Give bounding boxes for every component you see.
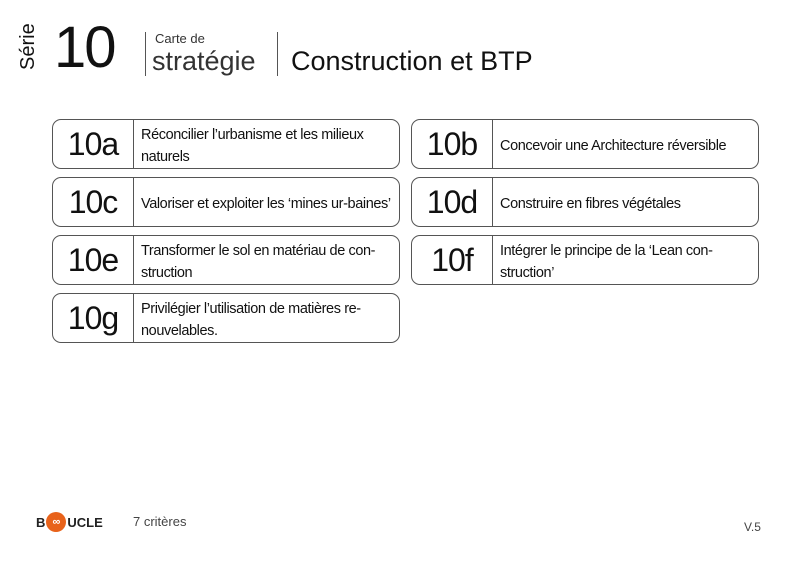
- logo-text-right: UCLE: [67, 514, 103, 530]
- card-10g: [52, 293, 400, 343]
- card-label: Construire en fibres végétales: [500, 195, 681, 212]
- logo-text-left: B: [36, 514, 46, 530]
- card-code: 10c: [53, 178, 134, 226]
- card-code: 10b: [412, 120, 493, 168]
- card-code: 10d: [412, 178, 493, 226]
- card-label: Intégrer le principe de la ‘Lean con-struction’: [500, 242, 713, 281]
- separator: [277, 32, 278, 76]
- card-code: 10g: [53, 294, 134, 342]
- card-label: Réconcilier l’urbanisme et les milieux naturels: [141, 126, 364, 165]
- card-10a: [52, 119, 400, 169]
- card-10f: [411, 235, 759, 285]
- infinity-icon: ∞: [46, 512, 66, 532]
- card-label: Valoriser et exploiter les ‘mines ur-baines’: [141, 195, 391, 212]
- page-title: Construction et BTP: [291, 46, 533, 76]
- card-10c: [52, 177, 400, 227]
- version-label: V.5: [744, 520, 761, 534]
- criteria-count: 7 critères: [133, 514, 187, 529]
- card-label: Transformer le sol en matériau de con-struction: [141, 242, 376, 281]
- card-code: 10f: [412, 236, 493, 284]
- card-code: 10a: [53, 120, 134, 168]
- card-label: Privilégier l’utilisation de matières re-nouvelables.: [141, 300, 361, 339]
- card-10d: [411, 177, 759, 227]
- card-code: 10e: [53, 236, 134, 284]
- card-10e: [52, 235, 400, 285]
- serie-number: 10: [54, 15, 115, 80]
- separator: [145, 32, 146, 76]
- serie-label: Série: [17, 23, 39, 70]
- card-10b: [411, 119, 759, 169]
- card-label: Concevoir une Architecture réversible: [500, 137, 727, 154]
- carte-de-label: Carte de: [155, 31, 205, 46]
- boucle-logo: [36, 512, 103, 532]
- strategie-label: stratégie: [152, 46, 256, 76]
